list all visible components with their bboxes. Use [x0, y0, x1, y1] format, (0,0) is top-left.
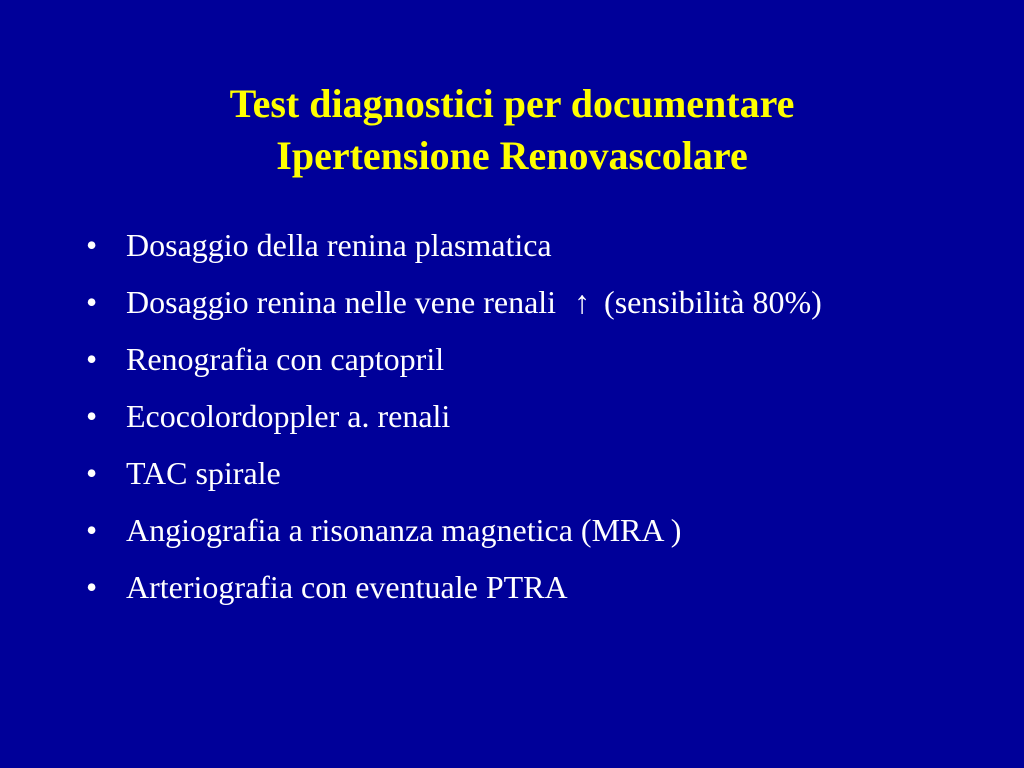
list-item-text: (sensibilità 80%)	[596, 284, 822, 320]
list-item	[86, 450, 946, 496]
bullet-icon: •	[86, 341, 98, 377]
list-item	[86, 222, 946, 268]
list-item	[86, 507, 946, 553]
list-item	[86, 393, 946, 439]
bullet-list	[86, 222, 946, 621]
bullet-icon: •	[86, 455, 98, 491]
slide-title	[0, 78, 1024, 182]
bullet-icon: •	[86, 398, 98, 434]
title-line-2: Ipertensione Renovascolare	[276, 133, 748, 178]
list-item-text: Dosaggio renina nelle vene renali	[126, 284, 565, 320]
up-arrow-icon: ↑	[574, 284, 591, 320]
list-item-text: Renografia con captopril	[126, 341, 445, 377]
list-item	[86, 564, 946, 610]
title-line-1: Test diagnostici per documentare	[229, 81, 795, 126]
list-item-text: Dosaggio della renina plasmatica	[126, 227, 552, 263]
list-item	[86, 336, 946, 382]
list-item	[86, 279, 946, 325]
list-item-text: TAC spirale	[126, 455, 281, 491]
bullet-icon: •	[86, 227, 98, 263]
list-item-text-wrap	[126, 279, 926, 325]
list-item-text: Angiografia a risonanza magnetica (MRA )	[126, 512, 682, 548]
list-item-text: Ecocolordoppler a. renali	[126, 398, 451, 434]
bullet-icon: •	[86, 512, 98, 548]
bullet-icon: •	[86, 284, 98, 320]
list-item-text: Arteriografia con eventuale PTRA	[126, 569, 568, 605]
bullet-icon: •	[86, 569, 98, 605]
